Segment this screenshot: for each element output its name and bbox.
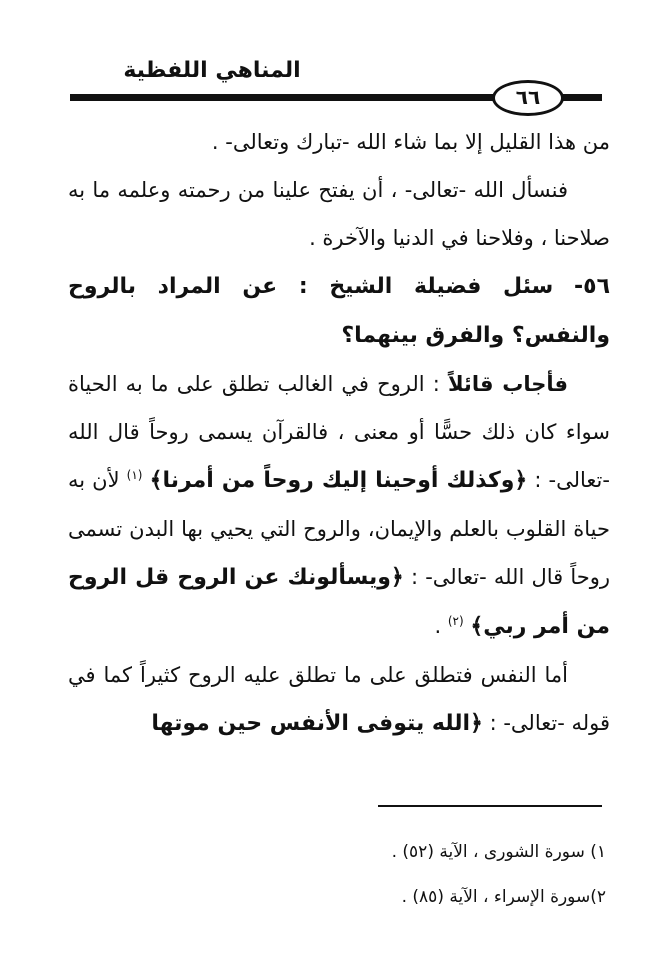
question-paragraph	[68, 262, 610, 360]
page-number: ٦٦	[492, 80, 564, 116]
running-header-title: المناهي اللفظية	[123, 58, 301, 83]
footnote-1: ١) سورة الشورى ، الآية (٥٢) .	[391, 842, 606, 862]
answer-text-2-end: .	[434, 614, 442, 638]
paragraph-continuation: من هذا القليل إلا بما شاء الله -تبارك وتعالى- .	[211, 130, 610, 154]
paragraph-prayer: فنسأل الله -تعالى- ، أن يفتح علينا من رحمته وعلمه ما به صلاحنا ، وفلاحنا في الدنيا والآخرة .	[68, 178, 610, 250]
footnotes	[268, 830, 606, 920]
nafs-text: أما النفس فتطلق على ما تطلق عليه الروح كثيراً كما في قوله -تعالى- :	[68, 663, 610, 735]
quran-verse-3: ﴿الله يتوفى الأنفس حين موتها	[151, 711, 483, 736]
answer-text-2: لأن به حياة القلوب بالعلم والإيمان، والروح التي يحيي بها البدن تسمى روحاً قال الله -تعالى- :	[68, 468, 610, 589]
footnote-ref-2: (٢)	[447, 614, 464, 628]
footnote-2: ٢)سورة الإسراء ، الآية (٨٥) .	[401, 887, 606, 907]
main-text	[68, 118, 610, 748]
footnote-ref-1: (١)	[126, 468, 143, 482]
quran-verse-2: ﴿ويسألونك عن الروح قل الروح من أمر ربي﴾	[68, 565, 610, 639]
answer-text-1: : الروح في الغالب تطلق على ما به الحياة سواء كان ذلك حسًّا أو معنى ، فالقرآن يسمى روحاً قال الله -تعالى- :	[68, 372, 610, 492]
question-number: ٥٦-	[574, 274, 610, 299]
footnote-rule	[378, 805, 602, 807]
answer-paragraph	[68, 360, 610, 651]
nafs-paragraph	[68, 651, 610, 748]
quran-verse-1: ﴿وكذلك أوحينا إليك روحاً من أمرنا﴾	[149, 468, 528, 493]
answer-lead: فأجاب قائلاً	[447, 372, 568, 396]
question-text: سئل فضيلة الشيخ : عن المراد بالروح والنفس؟ والفرق بينهما؟	[68, 274, 610, 348]
